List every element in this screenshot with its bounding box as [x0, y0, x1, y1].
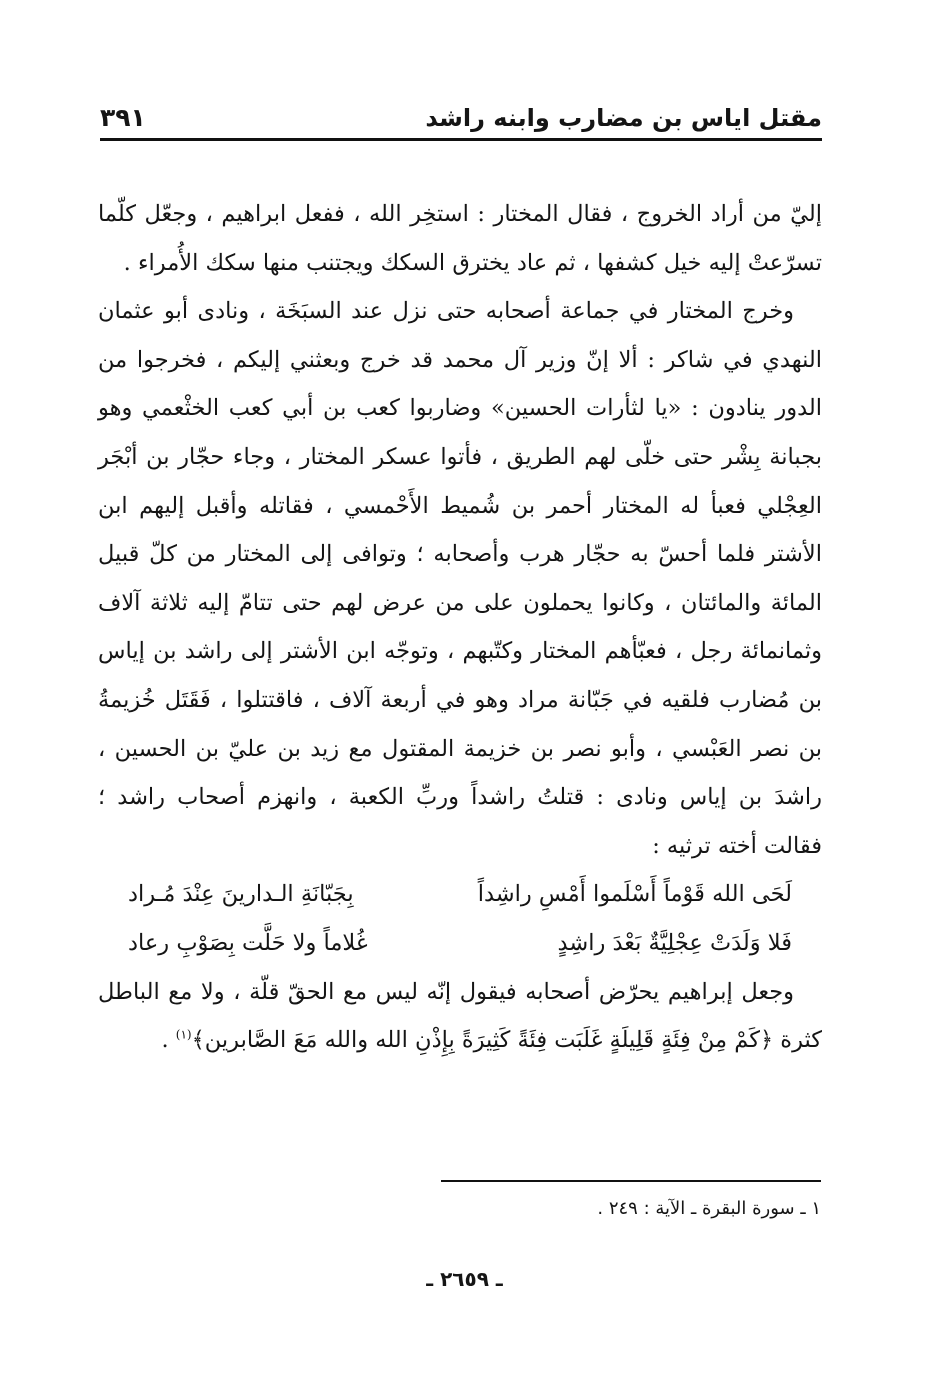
- footnote-divider: [441, 1180, 821, 1182]
- verse-2-first-hemistich: فَلا وَلَدَتْ عِجْلِيَّةٌ بَعْدَ راشِدٍ: [557, 929, 792, 956]
- paragraph-3: [98, 968, 822, 1065]
- page-header: [100, 94, 822, 141]
- paragraph-2: وخرج المختار في جماعة أصحابه حتى نزل عند السبَخَة ، ونادى أبو عثمان النهدي في شاكر : ألا إنّ وزير آل محمد قد خرج وبعثني إليكم ، فخرجوا من الدور ينادون : «يا لثأرات الحسين» وضاربوا كعب بن أبي كعب الخثْعمي وهو بجبانة بِشْر حتى خلّى لهم الطريق ، فأتوا عسكر المختار ، وجاء حجّار بن أبْجَر العِجْلي فعبأ له المختار أحمر بن شُميط الأَحْمسي ، فقاتله وأقبل إليهم ابن الأشتر فلما أحسّ به حجّار هرب وأصحابه ؛ وتوافى إلى المختار من كلّ قبيل المائة والمائتان ، وكانوا يحملون على من عرض لهم حتى تتامّ إليه ثلاثة آلاف وثمانمائة رجل ، فعبّأهم المختار وكتّبهم ، وتوجّه ابن الأشتر إلى راشد بن إياس بن مُضارب فلقيه في جَبّانة مراد وهو في أربعة آلاف ، فاقتتلوا ، فَقَتَل خُزيمةُ بن نصر العَبْسي ، وأبو نصر بن خزيمة المقتول مع زيد بن عليّ بن الحسين ، راشدَ بن إياس ونادى : قتلتُ راشداً وربِّ الكعبة ، وانهزم أصحاب راشد ؛ فقالت أخته ترثيه :: [98, 298, 822, 859]
- verse-1-second-hemistich: بِجَبّانَةِ الـدارينَ عِنْدَ مُـراد: [128, 881, 354, 908]
- footer-page-number: ـ ٢٦٥٩ ـ: [426, 1267, 503, 1291]
- poem-verse-1: [98, 870, 822, 919]
- header-page-number: ٣٩١: [100, 103, 146, 132]
- running-title: مقتل اياس بن مضارب وابنه راشد: [425, 104, 822, 132]
- footnote-marker: (١): [175, 1027, 192, 1042]
- paragraph-1: إليّ من أراد الخروج ، فقال المختار : استخِر الله ، ففعل ابراهيم ، وجعّل كلّما تسرّعتْ إليه خيل كشفها ، ثم عاد يخترق السكك ويجتنب منها سكك الأُمراء .: [98, 201, 822, 276]
- verse-2-second-hemistich: غُلاماً ولا حَلَّت بِصَوْبِ رعاد: [128, 929, 368, 956]
- poem-verse-2: [98, 919, 822, 968]
- verse-1-first-hemistich: لَحَى الله قَوْماً أَسْلَموا أَمْسِ راشِداً: [477, 881, 792, 908]
- main-text: [98, 190, 822, 1065]
- paragraph-3-text: وجعل إبراهيم يحرّض أصحابه فيقول إنّه ليس مع الحقّ قلّة ، ولا مع الباطل كثرة ﴿كَمْ مِنْ فِئَةٍ قَلِيلَةٍ غَلَبَت فِئَةً كَثِيرَةً بِإِذْنِ الله والله مَعَ الصَّابرين﴾: [98, 978, 822, 1054]
- footnote: ١ ـ سورة البقرة ـ الآية : ٢٤٩ .: [597, 1198, 821, 1219]
- paragraph-3-end: .: [161, 1027, 176, 1054]
